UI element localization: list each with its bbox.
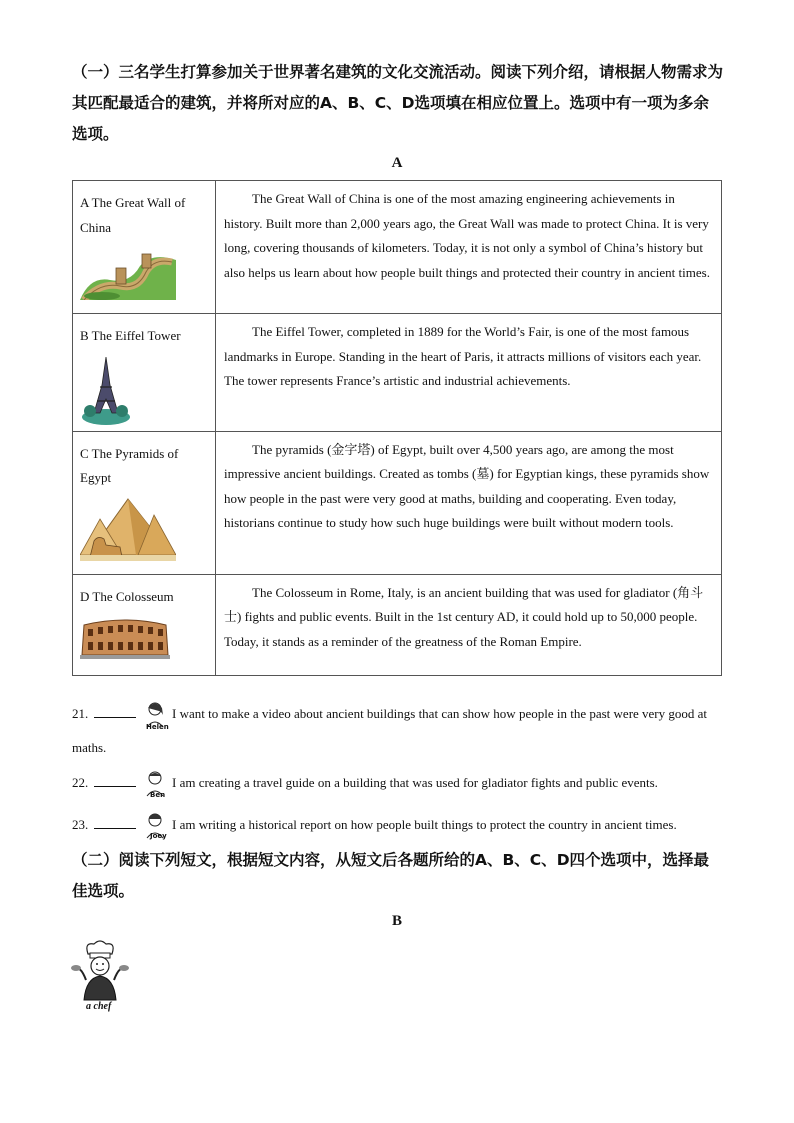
question-23: [72, 808, 722, 842]
section2-instruction: （二）阅读下列短文，根据短文内容，从短文后各题所给的A、B、C、D四个选项中，选择最佳选项。: [72, 851, 710, 900]
question-21: [72, 697, 722, 764]
chef-caption: a chef: [86, 1001, 112, 1012]
option-a-label: A The Great Wall of China: [80, 195, 186, 235]
ben-name-label: Ben: [150, 791, 166, 799]
pyramids-icon: [80, 497, 176, 561]
colosseum-icon: [80, 615, 170, 659]
helen-name-label: Helen: [146, 723, 169, 731]
joey-name-label: Joey: [150, 832, 167, 840]
option-b-text: The Eiffel Tower, completed in 1889 for the World’s Fair, is one of the most famous landmarks in Europe. Standing in the heart of Paris, it attracts millions of visitors each year. The tower represents France’s artistic and industrial achievements.: [216, 314, 722, 432]
question-text: I want to make a video about ancient buildings that can show how people in the past were very good at maths.: [72, 706, 708, 756]
table-row: [73, 181, 722, 314]
table-row: [73, 314, 722, 432]
question-text: I am writing a historical report on how people built things to protect the country in ancient times.: [172, 817, 677, 832]
answer-blank[interactable]: [94, 774, 136, 787]
question-22: [72, 766, 722, 800]
great-wall-icon: [80, 246, 176, 300]
option-c-label: C The Pyramids of Egypt: [80, 445, 179, 485]
table-row: [73, 431, 722, 574]
question-number: 23.: [72, 817, 89, 832]
option-c-text: The pyramids (金字塔) of Egypt, built over 4,500 years ago, are among the most impressive ancient buildings. Created as tombs (墓) for Egyptian kings, these pyramids show how people in the past were very good at maths, building and cooperating. Even today, historians continue to study how such huge buildings were built without modern tools.: [216, 431, 722, 574]
option-a-text: The Great Wall of China is one of the most amazing engineering achievements in history. Built more than 2,000 years ago, the Great Wall was made to protect China. It is very long, covering thousands of kilometers. Today, it is not only a symbol of China’s history but also helps us learn about how people built things and protected their country in ancient times.: [216, 181, 722, 314]
eiffel-tower-icon: [80, 355, 132, 425]
table-row: [73, 574, 722, 675]
question-number: 22.: [72, 775, 89, 790]
answer-blank[interactable]: [94, 816, 136, 829]
question-text: I am creating a travel guide on a building that was used for gladiator fights and public events.: [172, 775, 658, 790]
section1-instruction: （一）三名学生打算参加关于世界著名建筑的文化交流活动。阅读下列介绍，请根据人物需求为其匹配最适合的建筑，并将所对应的A、B、C、D选项填在相应位置上。选项中有一项为多余选项。: [72, 63, 724, 143]
question-number: 21.: [72, 706, 89, 721]
passage-b-label: B: [391, 913, 402, 929]
passage-a-label: A: [391, 155, 403, 171]
option-d-label: D The Colosseum: [80, 588, 174, 604]
option-b-label: B The Eiffel Tower: [80, 328, 181, 343]
option-d-text: The Colosseum in Rome, Italy, is an ancient building that was used for gladiator (角斗士) fights and public events. Built in the 1st century AD, it could hold up to 50,000 people. Today, it stands as a reminder of the greatness of the Roman Empire.: [216, 574, 722, 675]
answer-blank[interactable]: [94, 705, 136, 718]
building-options-table: [72, 180, 722, 676]
